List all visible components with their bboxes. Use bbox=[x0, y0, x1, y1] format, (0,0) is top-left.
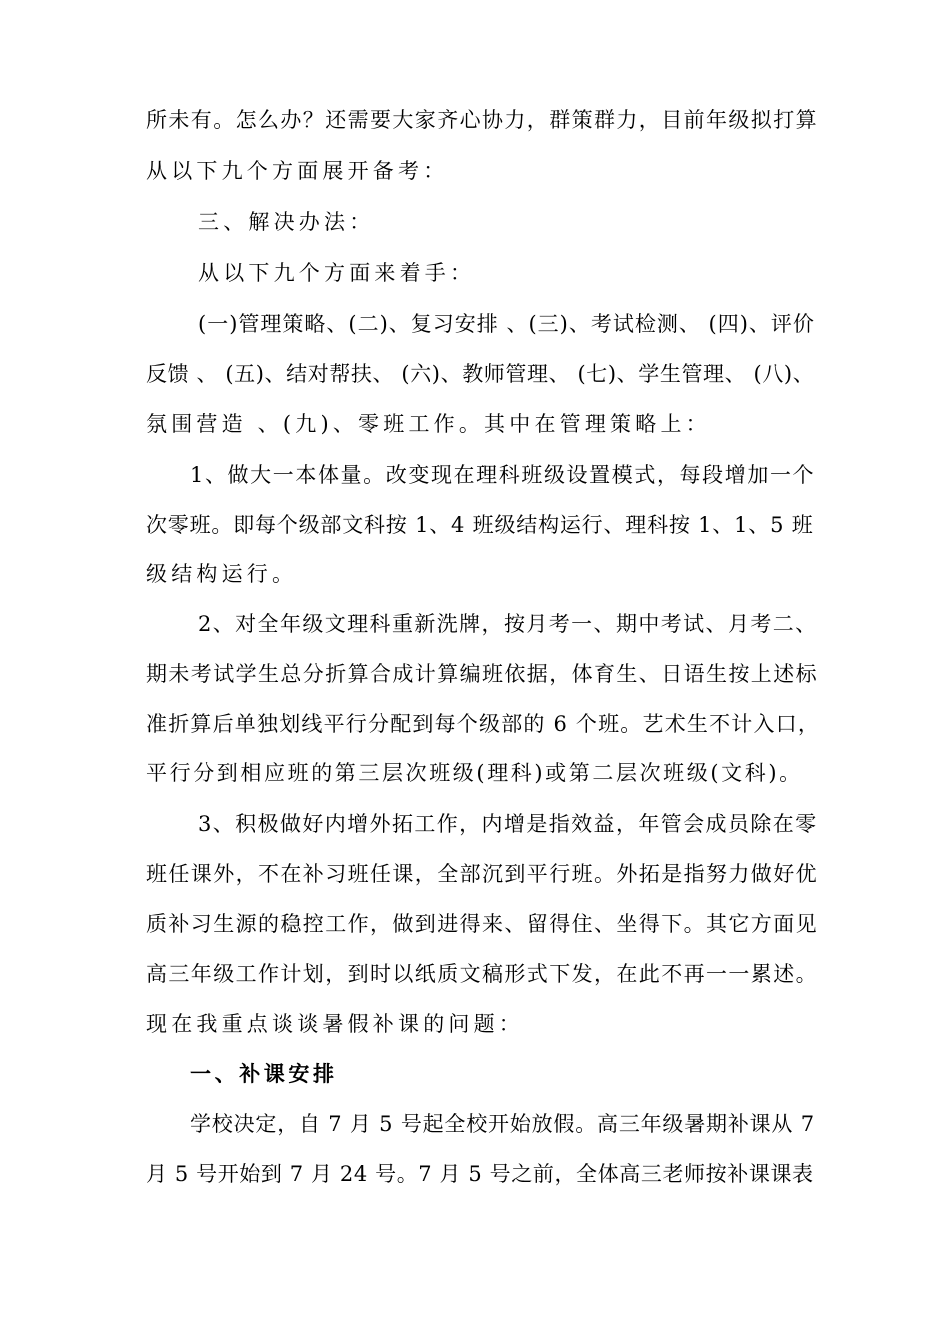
paragraph-line: 所未有。怎么办？还需要大家齐心协力，群策群力，目前年级拟打算 bbox=[146, 108, 818, 132]
paragraph-line: 1、做大一本体量。改变现在理科班级设置模式，每段增加一个 bbox=[190, 463, 816, 487]
paragraph-line: (一)管理策略、(二)、复习安排 、(三)、考试检测、 (四)、评价 bbox=[198, 312, 815, 336]
paragraph-line: 2、对全年级文理科重新洗牌，按月考一、期中考试、月考二、 bbox=[198, 612, 818, 636]
paragraph-line: 高三年级工作计划，到时以纸质文稿形式下发，在此不再一一累述。 bbox=[146, 962, 818, 986]
paragraph-line: 级结构运行。 bbox=[146, 562, 298, 586]
paragraph-line: 反馈 、 (五)、结对帮扶、 (六)、教师管理、 (七)、学生管理、 (八)、 bbox=[146, 362, 815, 386]
subsection-heading: 一、补课安排 bbox=[190, 1062, 338, 1086]
paragraph-line: 学校决定，自 7 月 5 号起全校开始放假。高三年级暑期补课从 7 bbox=[190, 1112, 815, 1136]
paragraph-line: 氛围营造 、(九)、零班工作。其中在管理策略上： bbox=[146, 412, 711, 436]
paragraph-line: 从以下九个方面来着手： bbox=[198, 261, 476, 285]
paragraph-line: 次零班。即每个级部文科按 1、4 班级结构运行、理科按 1、1、5 班 bbox=[146, 513, 814, 537]
paragraph-line: 现在我重点谈谈暑假补课的问题： bbox=[146, 1012, 524, 1036]
paragraph-line: 期未考试学生总分折算合成计算编班依据，体育生、日语生按上述标 bbox=[146, 662, 818, 686]
paragraph-line: 平行分到相应班的第三层次班级(理科)或第二层次班级(文科)。 bbox=[146, 761, 803, 785]
paragraph-line: 月 5 号开始到 7 月 24 号。7 月 5 号之前，全体高三老师按补课课表 bbox=[146, 1162, 814, 1186]
paragraph-line: 班任课外，不在补习班任课，全部沉到平行班。外拓是指努力做好优 bbox=[146, 862, 818, 886]
paragraph-line: 准折算后单独划线平行分配到每个级部的 6 个班。艺术生不计入口， bbox=[146, 712, 821, 736]
paragraph-line: 从以下九个方面展开备考： bbox=[146, 159, 449, 183]
paragraph-line: 3、积极做好内增外拓工作，内增是指效益，年管会成员除在零 bbox=[198, 812, 818, 836]
paragraph-line: 质补习生源的稳控工作，做到进得来、留得住、坐得下。其它方面见 bbox=[146, 912, 818, 936]
section-heading: 三、解决办法： bbox=[198, 210, 375, 234]
